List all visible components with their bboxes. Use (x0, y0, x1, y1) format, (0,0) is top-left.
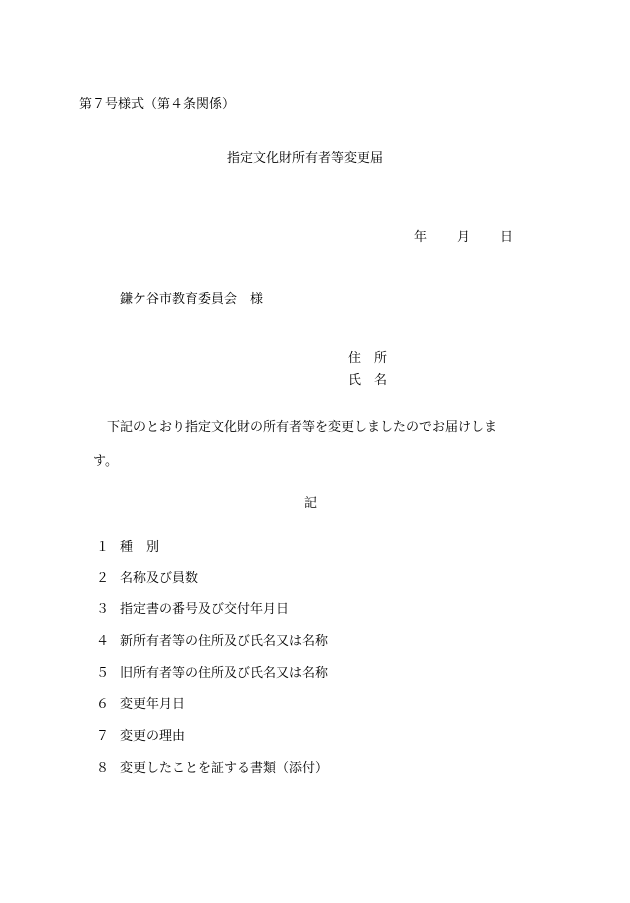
item-number: ２ (96, 571, 110, 586)
document-title: 指定文化財所有者等変更届 (227, 151, 384, 166)
list-item (96, 540, 159, 556)
list-item (96, 697, 185, 713)
item-text: 新所有者等の住所及び氏名又は名称 (120, 634, 329, 649)
item-text: 旧所有者等の住所及び氏名又は名称 (120, 666, 329, 681)
body-text-line-1: 下記のとおり指定文化財の所有者等を変更しましたのでお届けしま (107, 420, 498, 435)
date-month-label: 月 (457, 230, 471, 245)
address-label: 住 所 (348, 351, 388, 366)
item-text: 変更したことを証する書類（添付） (120, 761, 329, 776)
item-number: ８ (96, 761, 110, 776)
list-item (96, 666, 328, 682)
item-text: 指定書の番号及び交付年月日 (120, 602, 290, 617)
item-number: ５ (96, 666, 110, 681)
item-text: 名称及び員数 (120, 571, 199, 586)
item-number: ３ (96, 602, 110, 617)
list-item (96, 729, 185, 745)
item-text: 変更年月日 (120, 697, 186, 712)
list-item (96, 571, 198, 587)
item-number: ６ (96, 697, 110, 712)
item-number: ７ (96, 729, 110, 744)
item-number: ４ (96, 634, 110, 649)
item-number: １ (96, 540, 110, 555)
date-day-label: 日 (500, 230, 514, 245)
body-text-line-2: す。 (93, 454, 118, 469)
list-item (96, 761, 328, 777)
item-text: 変更の理由 (120, 729, 186, 744)
name-label: 氏 名 (348, 373, 388, 388)
date-year-label: 年 (414, 230, 428, 245)
ki-heading: 記 (304, 496, 318, 511)
list-item (96, 634, 328, 650)
item-text: 種 別 (120, 540, 160, 555)
list-item (96, 602, 289, 618)
addressee: 鎌ケ谷市教育委員会 様 (120, 292, 264, 307)
form-number: 第７号様式（第４条関係） (79, 97, 236, 112)
